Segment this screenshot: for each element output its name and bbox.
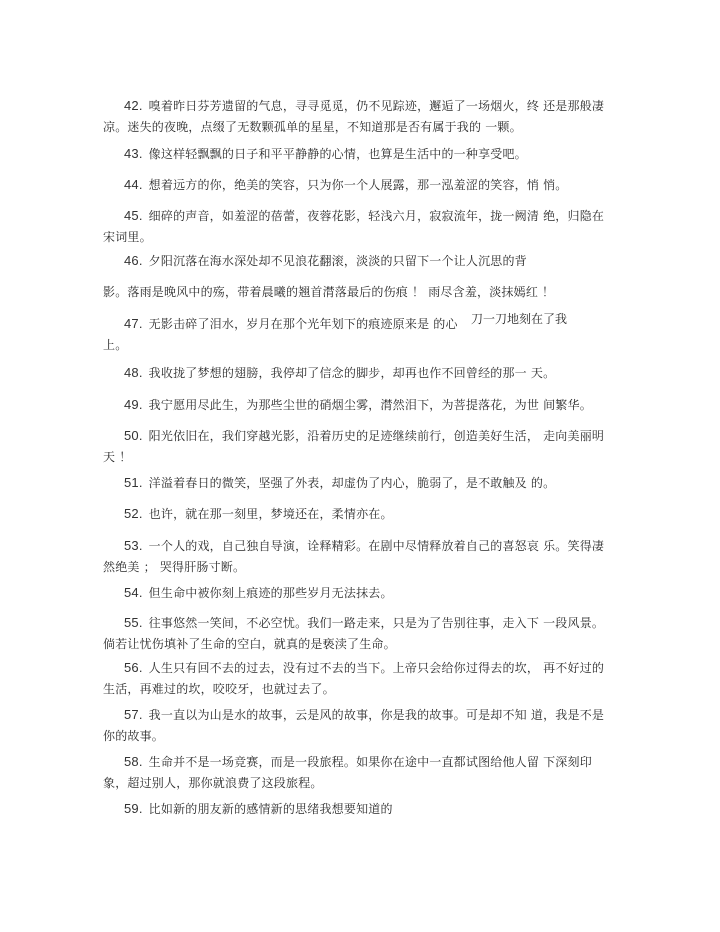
entry-text: 往事悠然一笑间，不必空忧。我们一路走来，只是为了告别往事，走入下 一段风景。: [148, 616, 605, 630]
entry-number: 58.: [124, 754, 143, 769]
entry-59: [103, 798, 601, 820]
entry-44: [103, 174, 601, 196]
entry-number: 49.: [124, 397, 143, 412]
entry-number: 52.: [124, 506, 143, 521]
entry-text: 也许，就在那一刻里，梦境还在，柔情亦在。: [148, 507, 393, 521]
entry-46: [103, 250, 601, 272]
entry-text: 夕阳沉落在海水深处却不见浪花翻滚，淡淡的只留下一个让人沉思的背: [148, 254, 527, 268]
entry-text: 我收拢了梦想的翅膀，我停却了信念的脚步，却再也作不回曾经的那一 天。: [148, 366, 556, 380]
entry-number: 56.: [124, 660, 143, 675]
entry-number: 53.: [124, 538, 143, 553]
entry-number: 42.: [124, 98, 143, 113]
entry-text: 嗅着昨日芬芳遗留的气息，寻寻觅觅，仍不见踪迹，邂逅了一场烟火，终 还是那般凄: [148, 99, 605, 113]
entry-text: 阳光依旧在，我们穿越光影，沿着历史的足迹继续前行，创造美好生活， 走向美丽明: [148, 429, 605, 443]
entry-45: [103, 205, 605, 248]
entry-57: [103, 704, 605, 747]
entry-text: 细碎的声音，如羞涩的蓓蕾，夜蓉花影，轻浅六月，寂寂流年，拢一阙清 绝，归隐在: [148, 209, 605, 223]
entry-52: [103, 503, 601, 525]
entry-text-continued: 你的故事。: [103, 729, 165, 743]
entry-number: 45.: [124, 208, 143, 223]
entry-text-continued: 然绝美 ； 哭得肝肠寸断。: [103, 560, 246, 574]
entry-number: 59.: [124, 801, 143, 816]
entry-48: [103, 362, 601, 384]
entry-text: 但生命中被你刻上痕迹的那些岁月无法抹去。: [148, 586, 393, 600]
entry-54: [103, 582, 601, 604]
entry-text: 我一直以为山是水的故事，云是风的故事，你是我的故事。可是却不知 道，我是不是: [148, 708, 605, 722]
entry-number: 48.: [124, 365, 143, 380]
entry-number: 55.: [124, 615, 143, 630]
entry-text: 像这样轻飘飘的日子和平平静静的心情，也算是生活中的一种享受吧。: [148, 147, 527, 161]
entry-51: [103, 472, 601, 494]
entry-43: [103, 143, 601, 165]
entry-56: [103, 657, 605, 700]
entry-text: 一个人的戏，自己独自导演，诠释精彩。在剧中尽情释放着自己的喜怒哀 乐。笑得凄: [148, 539, 605, 553]
entry-number: 43.: [124, 146, 143, 161]
entry-47-floating-text: 刀一刀地刻在了我: [471, 312, 568, 326]
entry-number: 57.: [124, 707, 143, 722]
entry-text-continued: 倘若让忧伤填补了生命的空白，就真的是亵渎了生命。: [103, 637, 396, 651]
entry-50: [103, 425, 605, 468]
entry-text: 生命并不是一场竞赛，而是一段旅程。如果你在途中一直都试图给他人留 下深刻印: [148, 755, 592, 769]
entry-number: 44.: [124, 177, 143, 192]
entry-58: [103, 751, 601, 794]
entry-number: 50.: [124, 428, 143, 443]
entry-number: 51.: [124, 475, 143, 490]
entry-text: 人生只有回不去的过去，没有过不去的当下。上帝只会给你过得去的坎， 再不好过的: [148, 661, 605, 675]
entry-text-continued: 生活，再难过的坎，咬咬牙，也就过去了。: [103, 682, 335, 696]
entry-53: [103, 535, 605, 578]
entry-number: 47.: [124, 316, 143, 331]
entry-42: [103, 95, 605, 138]
entry-text-continued: 天 ！: [103, 450, 132, 464]
entry-number: 46.: [124, 253, 143, 268]
entry-text: 想着远方的你，绝美的笑容，只为你一个人展露，那一泓羞涩的笑容，悄 悄。: [148, 178, 568, 192]
entry-55: [103, 612, 605, 655]
entry-text: 无影击碎了泪水，岁月在那个光年划下的痕迹原来是 的心: [148, 317, 458, 331]
entry-text: 洋溢着春日的微笑，坚强了外表，却虚伪了内心，脆弱了，是不敢触及 的。: [148, 476, 556, 490]
entry-text-continued: 上。: [103, 338, 128, 352]
entry-49: [103, 394, 601, 416]
entry-text-continued: 凉。迷失的夜晚，点缀了无数颗孤单的星星，不知道那是否有属于我的 一颗。: [103, 120, 522, 134]
entry-text-continued: 影。落雨是晚风中的殇，带着晨曦的翘首潸落最后的伤痕 ！ 雨尽含羞，淡抹嫣红 ！: [103, 285, 555, 299]
entry-text-continued: 宋词里。: [103, 230, 152, 244]
entry-text: 比如新的朋友新的感情新的思绪我想要知道的: [148, 802, 393, 816]
entry-text: 我宁愿用尽此生，为那些尘世的硝烟尘雾，潸然泪下，为菩提落花，为世 间繁华。: [148, 398, 592, 412]
entry-text-continued: 象，超过别人，那你就浪费了这段旅程。: [103, 776, 323, 790]
entry-46-continued: [103, 282, 601, 303]
entry-number: 54.: [124, 585, 143, 600]
